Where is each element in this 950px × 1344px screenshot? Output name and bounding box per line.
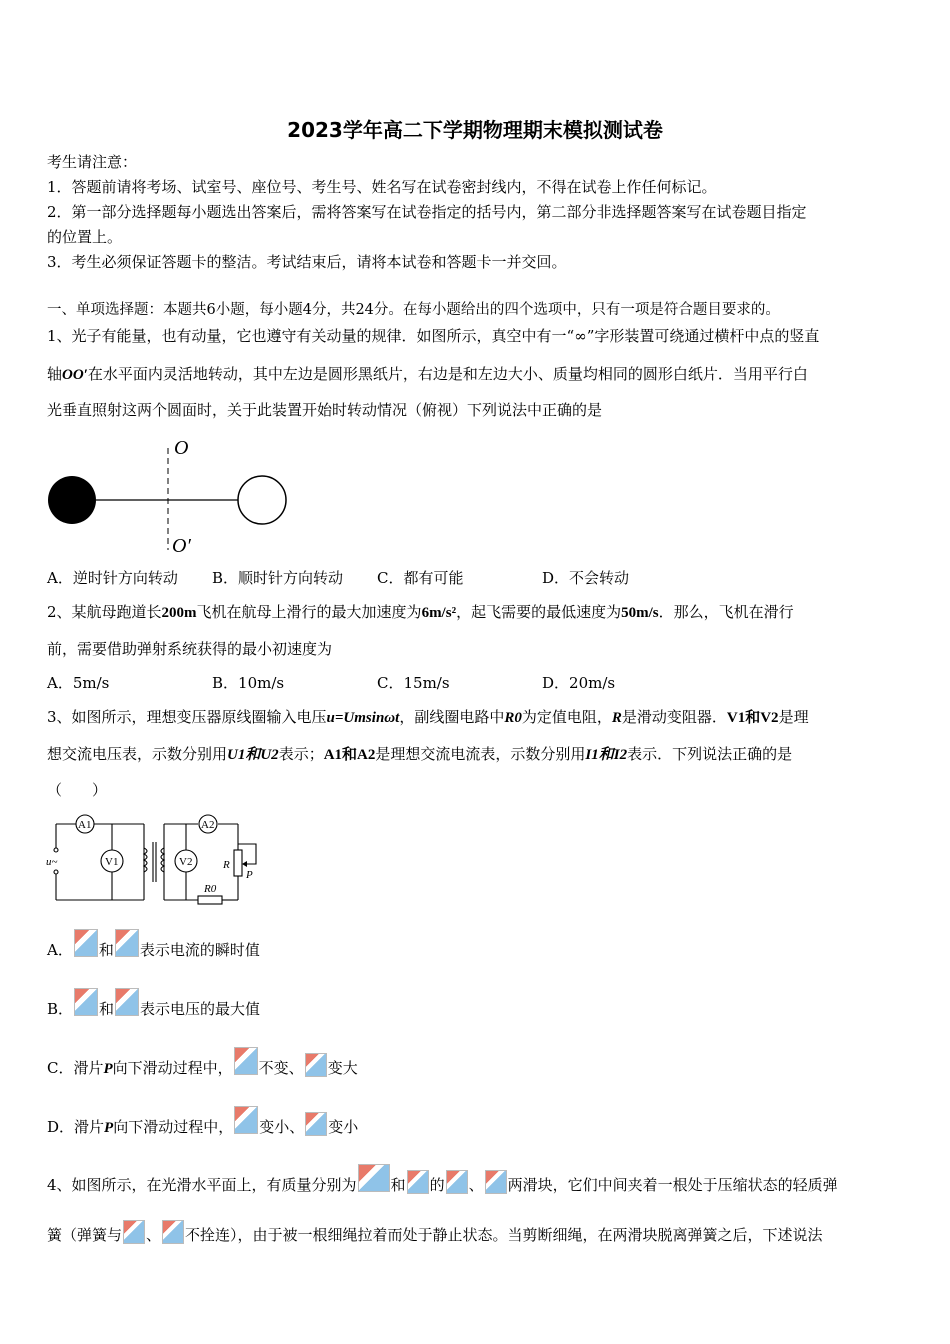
- missing-image-icon: [74, 929, 98, 957]
- rheostat-label: R: [223, 859, 230, 871]
- slider-label: P: [246, 869, 253, 881]
- q3-option-b: B． 和 表示电压的最大值: [47, 988, 260, 1020]
- missing-image-icon: [115, 929, 139, 957]
- q3-line1: 3、如图所示，理想变压器原线圈输入电压u=Umsinωt，副线圈电路中R0为定值电阻，R是滑动变阻器．V1和V2是理: [47, 708, 809, 726]
- q1-line2: 轴OO′在水平面内灵活地转动，其中左边是圆形黑纸片，右边是和左边大小、质量均相同的圆形白纸片．当用平行白: [47, 365, 808, 383]
- voltmeter-v1-label: V1: [105, 856, 119, 868]
- q1-option-a: A．逆时针方向转动: [47, 569, 178, 587]
- q1-line1: 1、光子有能量，也有动量，它也遵守有关动量的规律．如图所示，真空中有一“∞”字形装置可绕通过横杆中点的竖直: [47, 327, 820, 345]
- q2-option-a: A．5m/s: [47, 674, 110, 692]
- q3-line3: （ ）: [47, 781, 108, 799]
- q4-line1: 4、如图所示，在光滑水平面上，有质量分别为 和 的 、 两滑块，它们中间夹着一根处于压缩状态的轻质弹: [47, 1164, 838, 1196]
- q1-option-d: D．不会转动: [542, 569, 630, 587]
- q1-option-c: C．都有可能: [377, 569, 464, 587]
- missing-image-icon: [74, 988, 98, 1016]
- q3-option-d: D．滑片P向下滑动过程中， 变小、 变小: [47, 1106, 358, 1139]
- missing-image-icon: [234, 1047, 258, 1075]
- missing-image-icon: [123, 1220, 145, 1244]
- q3-line2: 想交流电压表，示数分别用U1和U2表示；A1和A2是理想交流电流表，示数分别用I1和I2表示．下列说法正确的是: [47, 745, 793, 763]
- page-title: 2023学年高二下学期物理期末模拟测试卷: [287, 118, 663, 142]
- missing-image-icon: [234, 1106, 258, 1134]
- resistor-label: R0: [204, 883, 217, 895]
- black-disc: [48, 476, 96, 524]
- voltmeter-v2-label: V2: [179, 856, 193, 868]
- missing-image-icon: [446, 1170, 468, 1194]
- missing-image-icon: [407, 1170, 429, 1194]
- transformer-circuit: [46, 812, 260, 908]
- label-o: O: [174, 437, 189, 459]
- q3-option-a: A． 和 表示电流的瞬时值: [47, 929, 260, 961]
- missing-image-icon: [305, 1112, 327, 1136]
- q4-line2: 簧（弹簧与 、 不拴连），由于被一根细绳拉着而处于静止状态。当剪断细绳，在两滑块脱离弹簧之后，下述说法: [47, 1220, 823, 1246]
- notice-item: 1．答题前请将考场、试室号、座位号、考生号、姓名写在试卷密封线内，不得在试卷上作任何标记。: [47, 178, 717, 196]
- ammeter-a1-label: A1: [78, 819, 92, 831]
- q1-figure: [40, 430, 300, 560]
- notice-item: 的位置上。: [47, 228, 123, 246]
- q3-option-c: C．滑片P向下滑动过程中， 不变、 变大: [47, 1047, 358, 1080]
- notice-heading: 考生请注意：: [47, 153, 138, 171]
- label-o-prime: O′: [172, 535, 191, 557]
- q2-line2: 前，需要借助弹射系统获得的最小初速度为: [47, 640, 333, 658]
- axis-label: OO′: [62, 367, 88, 383]
- q1-option-b: B．顺时针方向转动: [212, 569, 344, 587]
- q2-line1: 2、某航母跑道长200m飞机在航母上滑行的最大加速度为6m/s²，起飞需要的最低速度为50m/s．那么，飞机在滑行: [47, 603, 794, 621]
- missing-image-icon: [115, 988, 139, 1016]
- ammeter-a2-label: A2: [201, 819, 215, 831]
- missing-image-icon: [485, 1170, 507, 1194]
- missing-image-icon: [162, 1220, 184, 1244]
- missing-image-icon: [358, 1164, 390, 1192]
- q2-option-b: B．10m/s: [212, 674, 285, 692]
- notice-item: 3．考生必须保证答题卡的整洁。考试结束后，请将本试卷和答题卡一并交回。: [47, 253, 567, 271]
- notice-item: 2．第一部分选择题每小题选出答案后，需将答案写在试卷指定的括号内，第二部分非选择题答案写在试卷题目指定: [47, 203, 807, 221]
- q2-option-d: D．20m/s: [542, 674, 616, 692]
- white-disc: [238, 476, 286, 524]
- missing-image-icon: [305, 1053, 327, 1077]
- q2-option-c: C．15m/s: [377, 674, 450, 692]
- source-label: u~: [46, 856, 58, 868]
- section-heading: 一、单项选择题：本题共6小题，每小题4分，共24分。在每小题给出的四个选项中，只有一项是符合题目要求的。: [47, 302, 780, 318]
- q1-line3: 光垂直照射这两个圆面时，关于此装置开始时转动情况（俯视）下列说法中正确的是: [47, 401, 603, 419]
